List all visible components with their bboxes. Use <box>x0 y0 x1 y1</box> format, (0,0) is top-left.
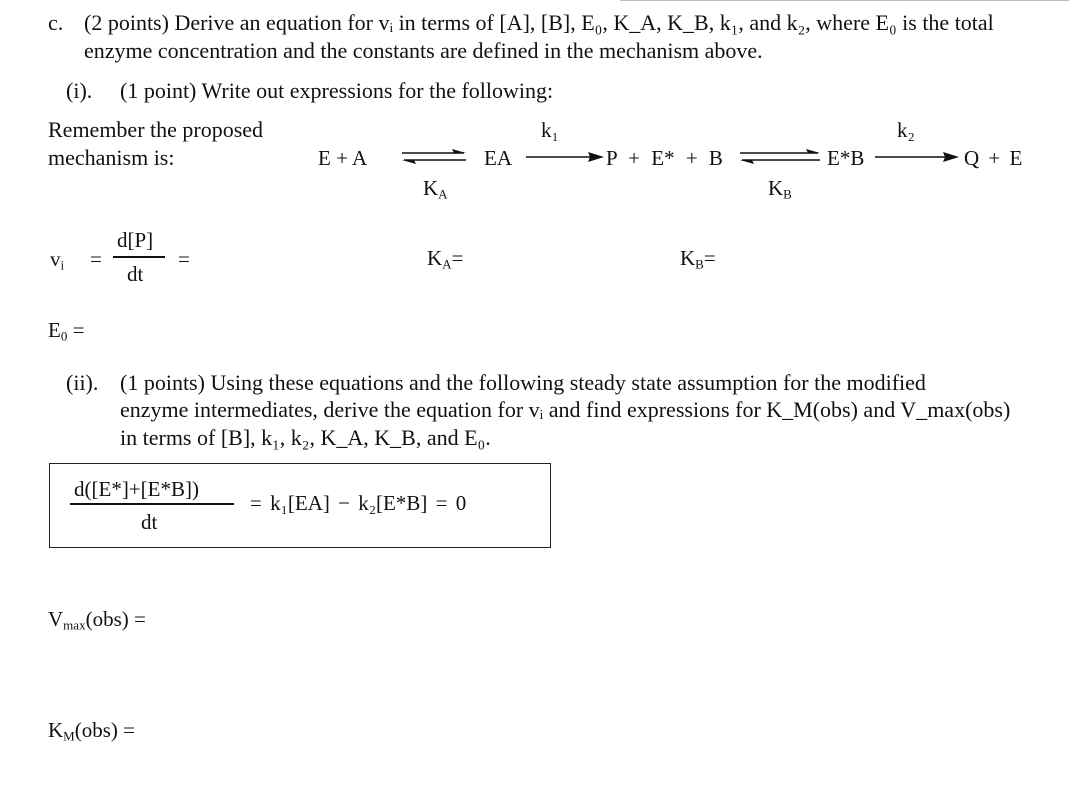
steady-state-rhs: = k₁[EA] − k₂[E*B] = 0 <box>250 491 467 515</box>
species-e-plus-a: E + A <box>318 146 368 170</box>
species-ea: EA <box>484 146 512 170</box>
mechanism-intro-line1: Remember the proposed <box>48 117 264 142</box>
equilibrium-arrow-kb <box>738 146 824 168</box>
forward-arrow-k1 <box>524 148 606 166</box>
part-ii-line3: in terms of [B], k₁, k₂, K_A, K_B, and E₀. <box>120 425 491 450</box>
part-c-line1: (2 points) Derive an equation for vᵢ in terms of [A], [B], E₀, K_A, K_B, k₁, and k₂, where E₀ is the total <box>84 10 994 35</box>
vmax-obs-label: $V_{max}(obs)$ = <box>48 607 146 633</box>
km-obs-label: $K_M(obs)$ = <box>48 718 136 744</box>
part-c-line2: enzyme concentration and the constants are defined in the mechanism above. <box>84 38 763 63</box>
page-top-rule <box>620 0 1069 1</box>
k1-label: k₁ <box>541 118 559 142</box>
ka-constant-label: $K_A$ <box>423 176 448 202</box>
mechanism-intro-line2: mechanism is: <box>48 145 175 170</box>
dp-denominator: dt <box>127 262 144 286</box>
kb-constant-label: $K_B$ <box>768 176 792 202</box>
part-i-text: (1 point) Write out expressions for the following: <box>120 78 554 103</box>
steady-state-fraction-bar <box>70 503 234 505</box>
ka-expression-label: $K_A=$ <box>427 246 464 272</box>
part-ii-line1: (1 points) Using these equations and the following steady state assumption for the modified <box>120 370 926 395</box>
dp-numerator: d[P] <box>117 228 154 252</box>
part-ii-line2: enzyme intermediates, derive the equation for vᵢ and find expressions for K_M(obs) and V_max(obs) <box>120 397 1011 422</box>
steady-state-denominator: dt <box>141 510 158 534</box>
e0-label: $E_0$ = <box>48 318 85 344</box>
vi-equals: = <box>90 247 102 271</box>
part-ii-label: (ii). <box>66 370 99 395</box>
dp-dt-fraction-bar <box>113 256 165 258</box>
part-i-label: (i). <box>66 78 93 103</box>
species-p-e-b: P + E* + B <box>606 146 723 170</box>
equilibrium-arrow-ka <box>400 146 470 168</box>
part-c-label: c. <box>48 10 64 35</box>
forward-arrow-k2 <box>873 148 961 166</box>
vi-label: $v_i$ <box>50 247 65 273</box>
dp-equals: = <box>178 247 190 271</box>
k2-label: k₂ <box>897 118 915 142</box>
species-eb: E*B <box>827 146 865 170</box>
kb-expression-label: $K_B=$ <box>680 246 716 272</box>
steady-state-numerator: d([E*]+[E*B]) <box>74 477 199 501</box>
species-q-e: Q + E <box>964 146 1023 170</box>
